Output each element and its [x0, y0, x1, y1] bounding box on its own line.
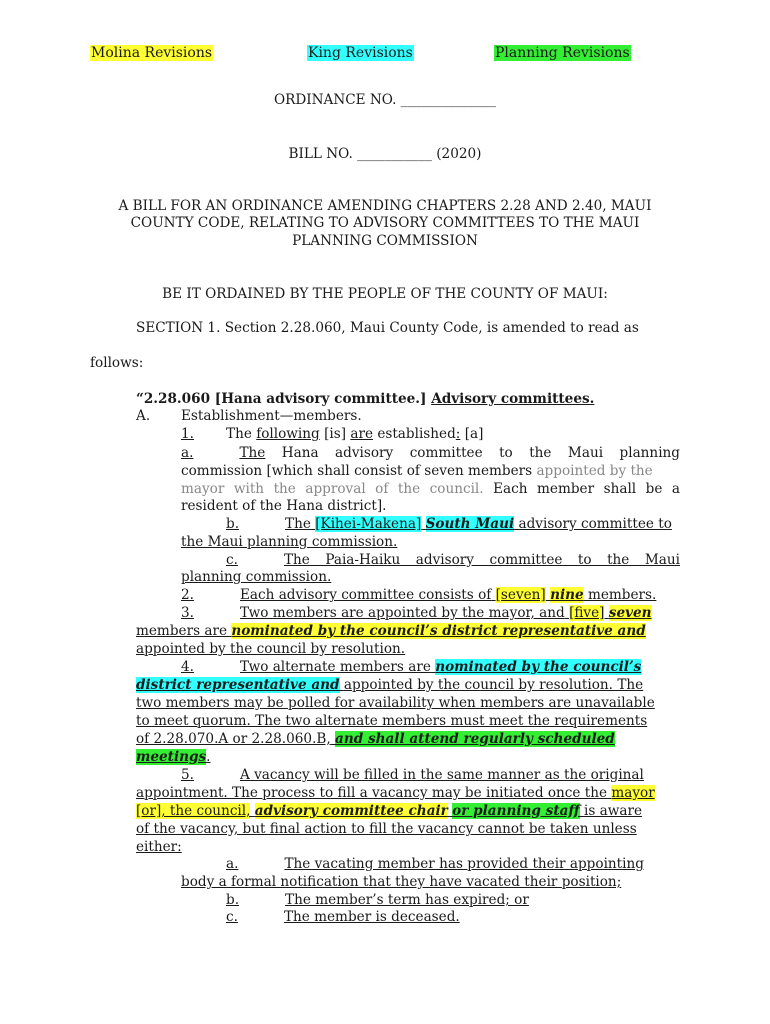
paragraph-a-line-2: commission [which shall consist of seven members appointed by the	[181, 463, 653, 479]
paragraph-3-line-1: 3. Two members are appointed by the mayor, and [five] seven	[181, 605, 652, 621]
bill-title-line-3: PLANNING COMMISSION	[292, 233, 478, 249]
paragraph-5-line-1: 5. A vacancy will be filled in the same manner as the original	[181, 767, 644, 783]
paragraph-1-number: 1.	[181, 426, 194, 442]
paragraph-5-line-2: appointment. The process to fill a vacancy may be initiated once the mayor	[136, 785, 655, 801]
paragraph-a-line-3: mayor with the approval of the council. Each member shall be a	[181, 481, 681, 497]
paragraph-c-line-2: planning commission.	[181, 569, 332, 585]
planning-revisions-label: Planning Revisions	[495, 45, 630, 61]
paragraph-4-line-2: district representative and appointed by the council by resolution. The	[136, 677, 644, 693]
subitem-a-line-1: a. The vacating member has provided their appointing	[226, 856, 644, 872]
paragraph-3-line-2: members are nominated by the council’s district representative and	[136, 623, 646, 639]
bill-title-line-2: COUNTY CODE, RELATING TO ADVISORY COMMITTEES TO THE MAUI	[130, 215, 640, 231]
paragraph-a-line-4: resident of the Hana district].	[181, 498, 387, 514]
king-revisions-label: King Revisions	[308, 45, 413, 61]
subsection-a-label: A.	[136, 408, 151, 424]
subitem-b: b. The member’s term has expired; or	[226, 892, 529, 908]
paragraph-5-line-4: of the vacancy, but final action to fill the vacancy cannot be taken unless	[136, 821, 637, 837]
section-1-text: SECTION 1. Section 2.28.060, Maui County Code, is amended to read as	[136, 320, 639, 336]
paragraph-5-line-5: either:	[136, 839, 182, 855]
subitem-c: c. The member is deceased.	[226, 909, 460, 925]
paragraph-b-line-1: b. The [Kihei-Makena] South Maui advisory committee to	[226, 516, 672, 532]
paragraph-4-line-1: 4. Two alternate members are nominated by the council’s	[181, 659, 642, 675]
paragraph-4-line-6: meetings.	[136, 749, 211, 765]
ordinance-number: ORDINANCE NO. ______________	[274, 92, 496, 108]
follows-text: follows:	[90, 355, 144, 371]
paragraph-4-line-4: to meet quorum. The two alternate members must meet the requirements	[136, 713, 648, 729]
subsection-a-text: Establishment—members.	[181, 408, 362, 424]
paragraph-4-line-3: two members may be polled for availability when members are unavailable	[136, 695, 655, 711]
paragraph-5-line-3: [or], the council, advisory committee chair or planning staff is aware	[136, 803, 643, 819]
subitem-a-line-2: body a formal notification that they have vacated their position;	[181, 874, 622, 890]
paragraph-1-text: The following [is] are established: [a]	[226, 426, 484, 442]
paragraph-a-line-1: a. The Hana advisory committee to the Maui planning	[181, 445, 680, 461]
paragraph-3-line-3: appointed by the council by resolution.	[136, 641, 406, 657]
molina-revisions-label: Molina Revisions	[91, 45, 213, 61]
bill-number: BILL NO. ___________ (2020)	[288, 146, 482, 162]
heading-old-text: “2.28.060 [Hana advisory committee.]	[136, 391, 427, 407]
heading-new-text: Advisory committees.	[431, 391, 595, 407]
enacting-clause: BE IT ORDAINED BY THE PEOPLE OF THE COUNTY OF MAUI:	[162, 286, 608, 302]
paragraph-4-line-5: of 2.28.070.A or 2.28.060.B, and shall attend regularly scheduled	[136, 731, 615, 747]
paragraph-2: 2. Each advisory committee consists of [seven] nine members.	[181, 587, 657, 603]
paragraph-b-line-2: the Maui planning commission.	[181, 534, 398, 550]
paragraph-c-line-1: c. The Paia-Haiku advisory committee to the Maui	[226, 552, 680, 568]
bill-title-line-1: A BILL FOR AN ORDINANCE AMENDING CHAPTERS 2.28 AND 2.40, MAUI	[118, 198, 652, 214]
section-heading	[136, 391, 594, 407]
